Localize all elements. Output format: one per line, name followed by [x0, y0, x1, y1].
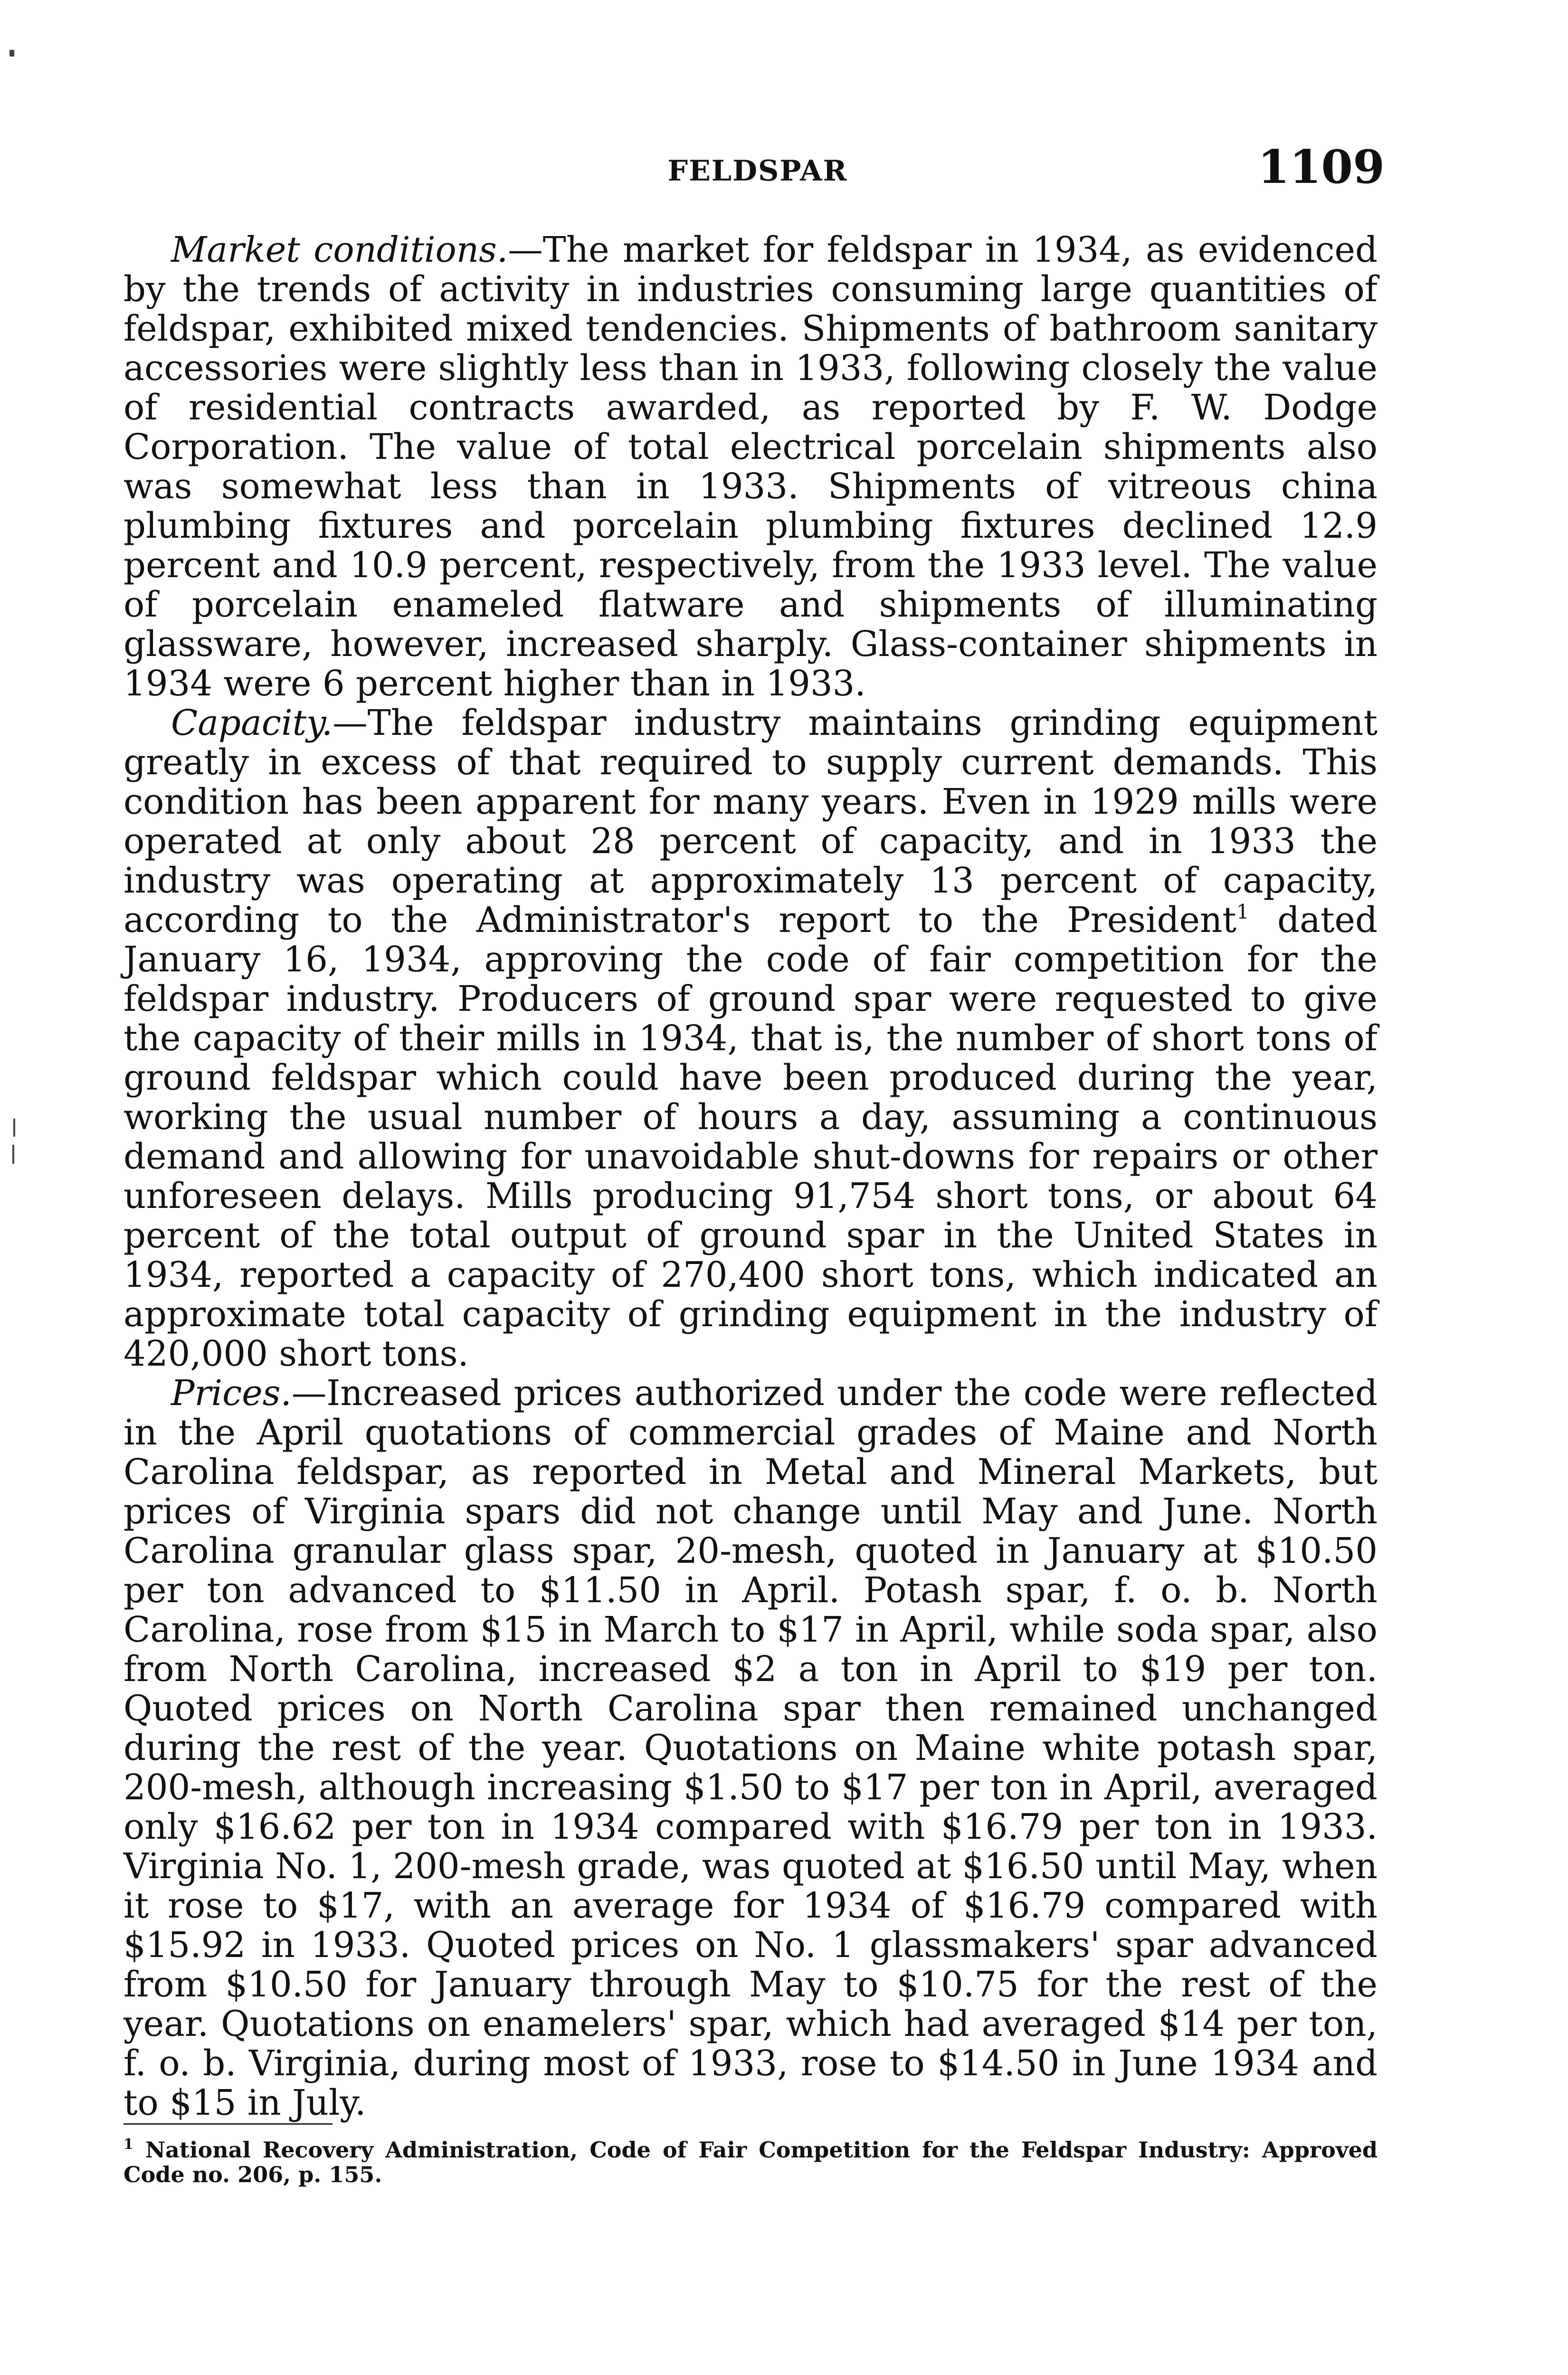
page-header [131, 140, 1385, 197]
paragraph-text: —Increased prices authorized under the code were reflected in the April quotations of commercial grades of Maine and North Carolina feldspar, as reported in Metal and Mineral Markets, but prices of Virginia spars did not change until May and June. North Carolina granular glass spar, 20-mesh, quoted in January at $10.50 per ton advanced to $11.50 in April. Potash spar, f. o. b. North Carolina, rose from $15 in March to $17 in April, while soda spar, also from North Carolina, increased $2 a ton in April to $19 per ton. Quoted prices on North Carolina spar then remained unchanged during the rest of the year. Quotations on Maine white potash spar, 200-mesh, although increasing $1.50 to $17 per ton in April, averaged only $16.62 per ton in 1934 compared with $16.79 per ton in 1933. Virginia No. 1, 200-mesh grade, was quoted at $16.50 until May, when it rose to $17, with an average for 1934 of $16.79 compared with $15.92 in 1933. Quoted prices on No. 1 glassmakers' spar advanced from $10.50 for January through May to $10.75 for the rest of the year. Quotations on enamelers' spar, which had averaged $14 per ton, f. o. b. Virginia, during most of 1933, rose to $14.50 in June 1934 and to $15 in July. [124, 1373, 1378, 2123]
running-title: FELDSPAR [667, 154, 848, 188]
footnote-divider [124, 2123, 333, 2125]
paragraph-text: dated January 16, 1934, approving the code of fair competition for the feldspar industry. Producers of ground spar were requested to give the capacity of their mills in 1934, that is, the number of short tons of ground feldspar which could have been produced during the year, working the usual number of hours a day, assuming a continuous demand and allowing for unavoidable shut-downs for repairs or other unforeseen delays. Mills producing 91,754 short tons, or about 64 percent of the total output of ground spar in the United States in 1934, reported a capacity of 270,400 short tons, which indicated an approximate total capacity of grinding equipment in the industry of 420,000 short tons. [124, 900, 1378, 1374]
paragraph-text: —The market for feldspar in 1934, as evidenced by the trends of activity in industries consuming large quantities of feldspar, exhibited mixed tendencies. Shipments of bathroom sanitary accessories were slightly less than in 1933, following closely the value of residential contracts awarded, as reported by F. W. Dodge Corporation. The value of total electrical porcelain shipments also was somewhat less than in 1933. Shipments of vitreous china plumbing fixtures and porcelain plumbing fixtures declined 12.9 percent and 10.9 percent, respectively, from the 1933 level. The value of porcelain enameled flatware and shipments of illuminating glassware, however, increased sharply. Glass-container shipments in 1934 were 6 percent higher than in 1933. [124, 230, 1378, 704]
footnote-number: 1 [124, 2136, 133, 2153]
section-heading-prices: Prices. [171, 1373, 292, 1414]
scan-margin-mark [12, 1145, 14, 1164]
paragraph-text: —The feldspar industry maintains grinding equipment greatly in excess of that required to supply current demands. This condition has been apparent for many years. Even in 1929 mills were operated at only about 28 percent of capacity, and in 1933 the industry was operating at approximately 13 percent of capacity, according to the Administrator's report to the President [124, 703, 1378, 940]
footnote-reference[interactable]: 1 [1236, 900, 1249, 923]
paragraph-prices [124, 1374, 1378, 2123]
scan-speck [10, 50, 14, 57]
paragraph-capacity [124, 703, 1378, 1374]
page-number: 1109 [1257, 140, 1385, 194]
section-heading-market-conditions: Market conditions. [171, 230, 508, 270]
footnote [124, 2138, 1378, 2187]
body-text [124, 230, 1378, 2123]
scan-margin-mark [13, 1119, 15, 1137]
footnote-text: National Recovery Administration, Code of Fair Competition for the Feldspar Industry: Approved Code no. 206, p. 155. [124, 2137, 1378, 2187]
paragraph-market-conditions [124, 230, 1378, 703]
section-heading-capacity: Capacity. [171, 703, 333, 743]
